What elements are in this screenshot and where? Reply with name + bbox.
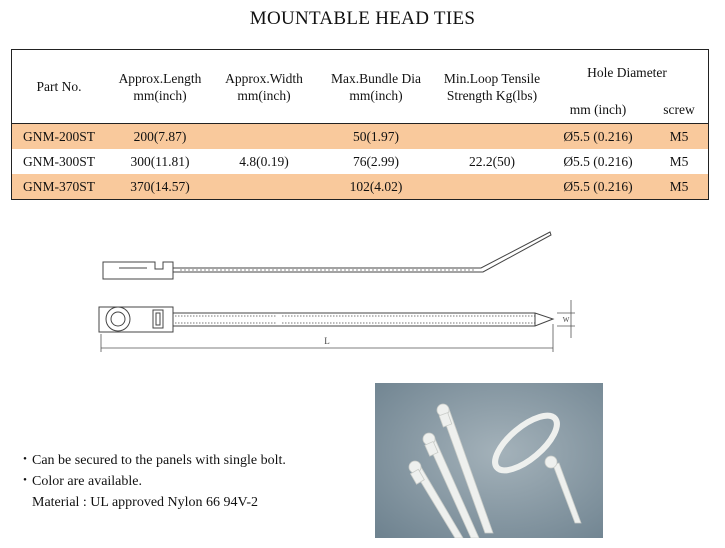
product-photo (375, 383, 603, 538)
cell-part: GNM-300ST (22, 153, 95, 169)
cell-bundle: 102(4.02) (314, 174, 438, 199)
side-view (103, 232, 551, 279)
cell-hole: Ø5.5 (0.216) (563, 153, 633, 169)
cell-tensile (438, 124, 546, 150)
dimension-length-label: L (324, 336, 330, 346)
cell-bundle: 76(2.99) (352, 153, 400, 169)
cell-hole: Ø5.5 (0.216) (546, 174, 650, 199)
cell-part: GNM-370ST (12, 174, 106, 199)
header-length: Approx.Length mm(inch) (118, 70, 202, 103)
header-width: Approx.Width mm(inch) (225, 70, 303, 103)
header-hole-mm: mm (inch) (569, 101, 627, 117)
header-tensile: Min.Loop Tensile Strength Kg(lbs) (443, 70, 541, 103)
cell-part: GNM-200ST (12, 124, 106, 150)
header-bundle: Max.Bundle Dia mm(inch) (331, 70, 421, 103)
cell-width (214, 174, 314, 199)
cell-tensile: 22.2(50) (468, 153, 516, 169)
header-row (12, 50, 708, 95)
table-row (12, 174, 708, 199)
dimension-width-label: W (562, 316, 570, 324)
cell-length: 200(7.87) (106, 124, 214, 150)
top-view (99, 307, 553, 332)
table-row (12, 149, 708, 174)
header-part-no: Part No. (36, 79, 82, 94)
tie-drawing (95, 222, 595, 362)
note-line: ・Can be secured to the panels with single bolt. (18, 453, 286, 468)
cell-bundle: 50(1.97) (314, 124, 438, 150)
cell-screw: M5 (650, 124, 708, 150)
cell-width (214, 124, 314, 150)
note-line: ・Color are available. (18, 474, 143, 489)
cell-screw: M5 (669, 153, 689, 169)
header-hole-screw: screw (663, 101, 695, 117)
header-hole: Hole Diameter (587, 65, 667, 80)
cell-length: 370(14.57) (106, 174, 214, 199)
cell-length: 300(11.81) (130, 153, 190, 169)
spec-table (11, 49, 709, 200)
cell-hole: Ø5.5 (0.216) (546, 124, 650, 150)
cell-width: 4.8(0.19) (239, 153, 289, 169)
cell-screw: M5 (650, 174, 708, 199)
table-row (12, 124, 708, 150)
material-note: Material : UL approved Nylon 66 94V-2 (32, 495, 259, 510)
notes (18, 450, 286, 513)
page-title: MOUNTABLE HEAD TIES (249, 8, 476, 29)
cell-tensile (438, 174, 546, 199)
